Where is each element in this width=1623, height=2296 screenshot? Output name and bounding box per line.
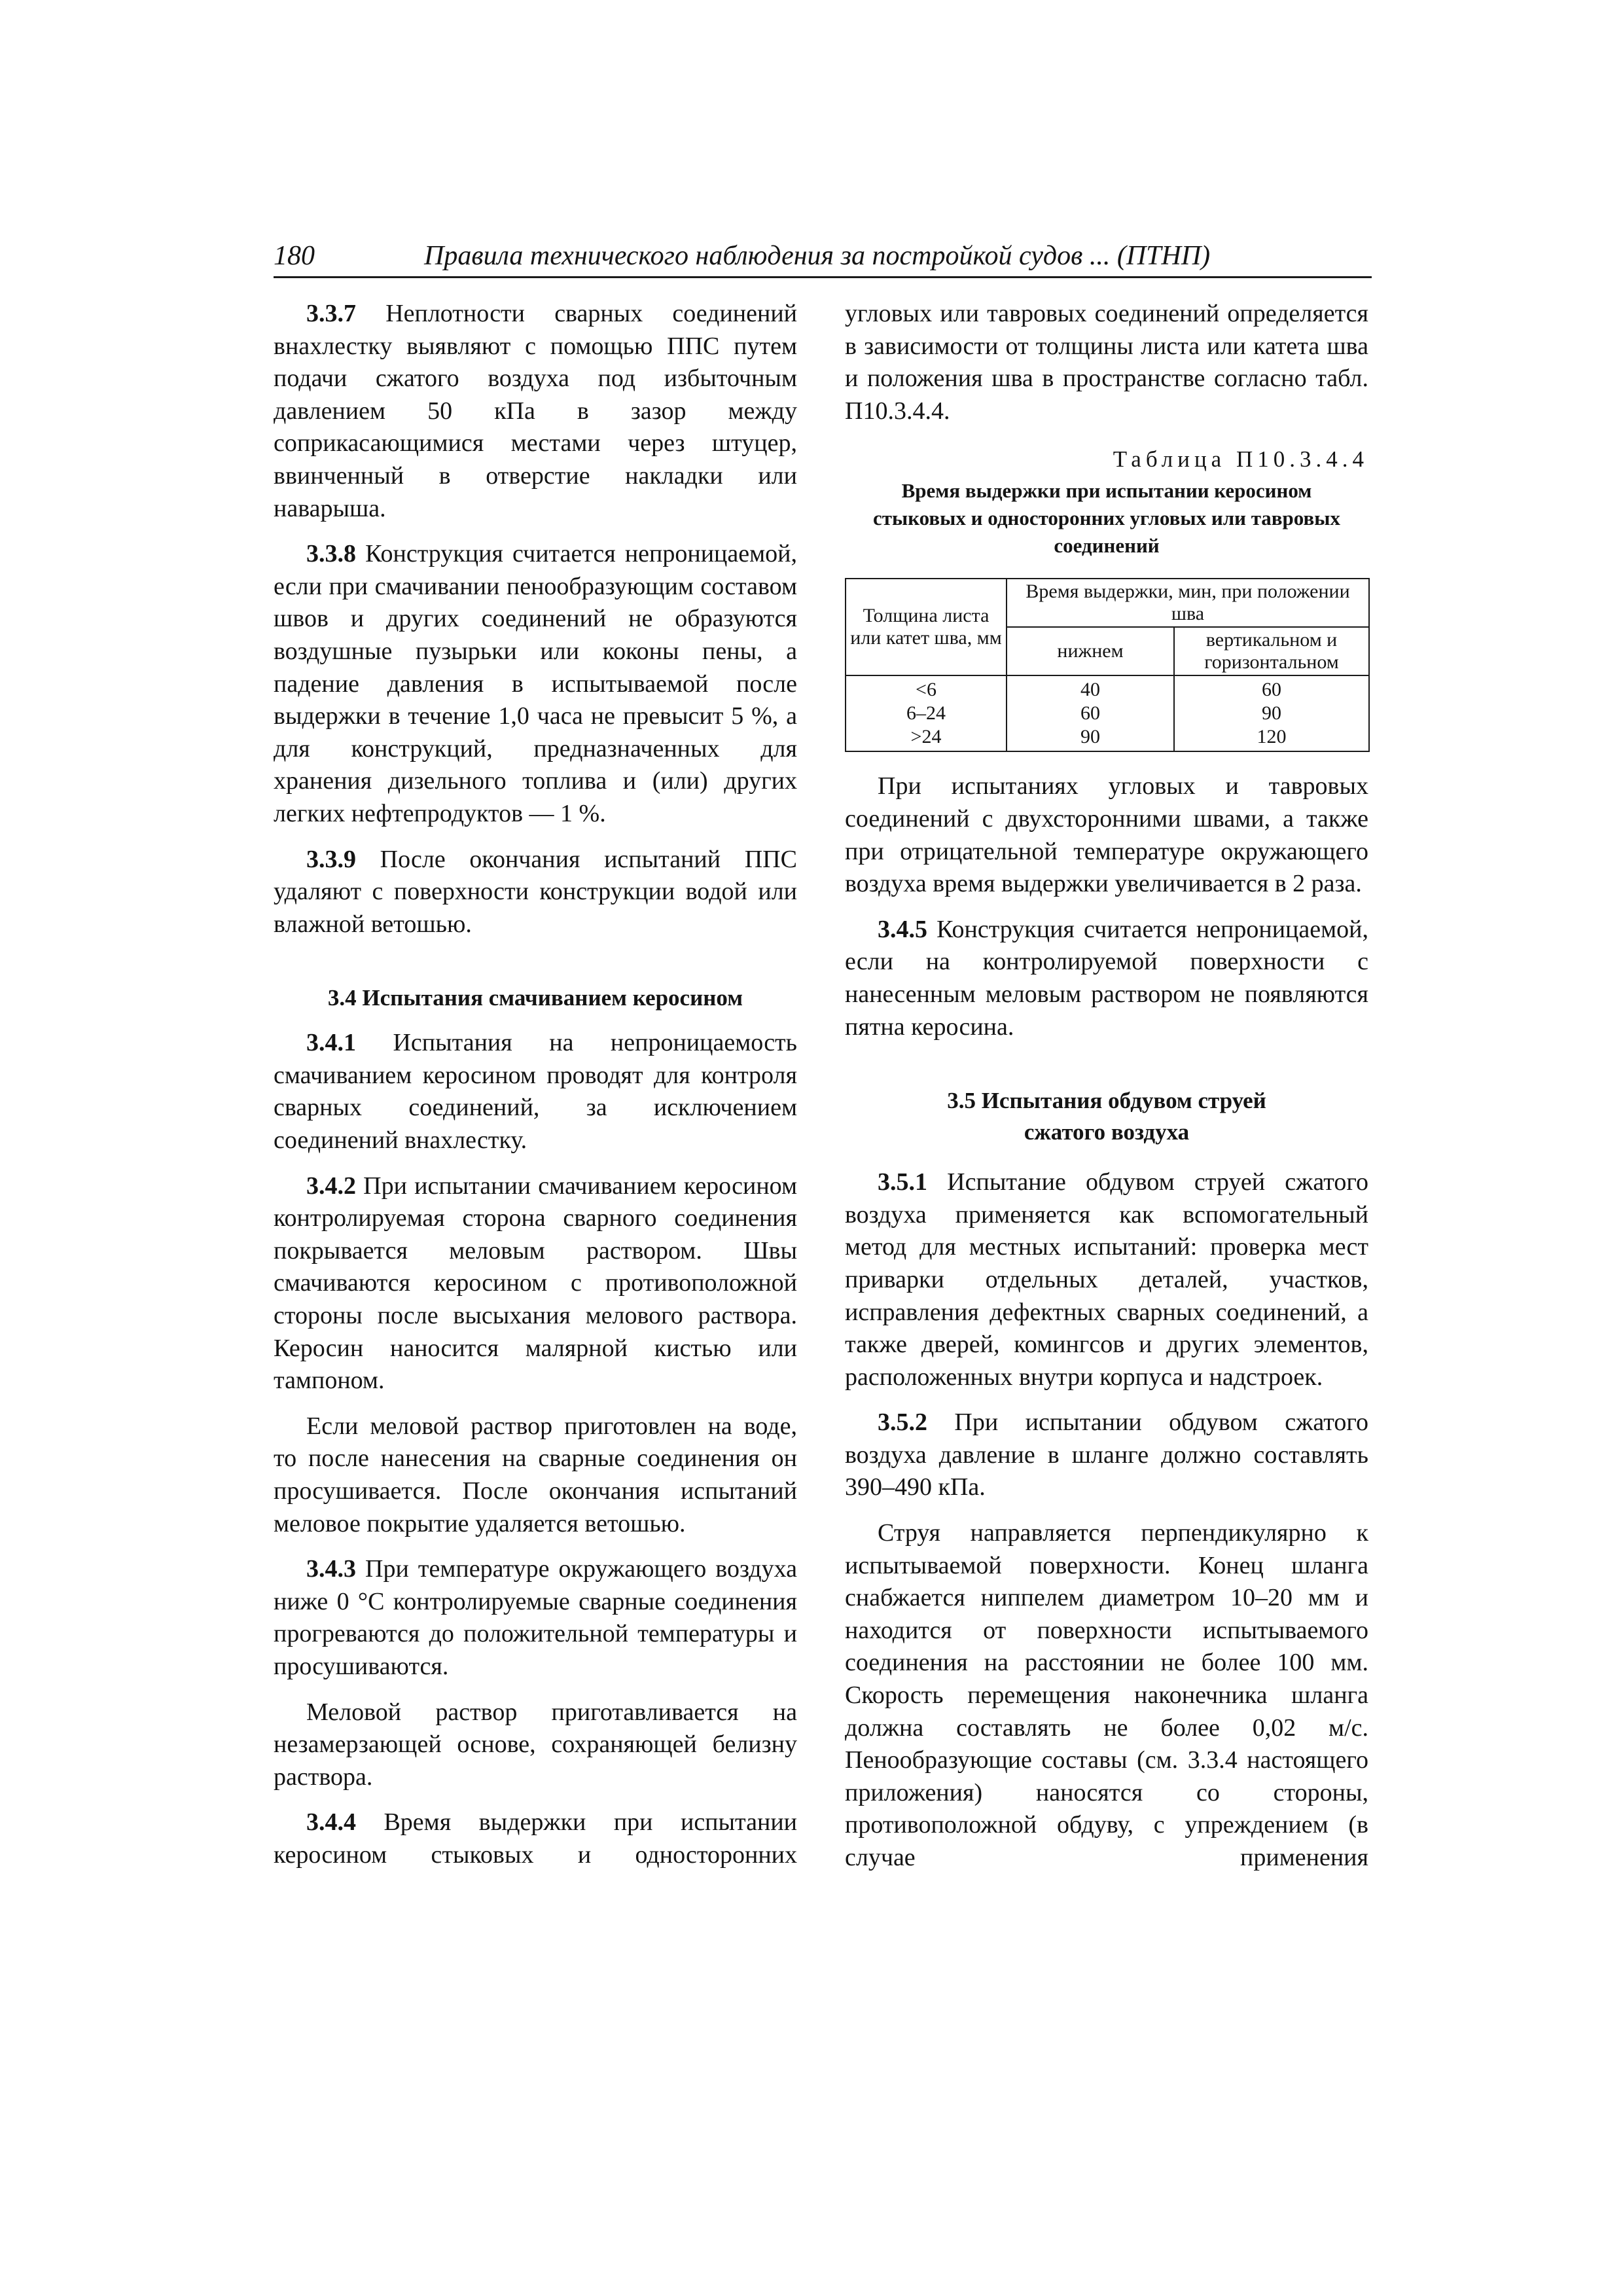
clause-number: 3.5.1 [878, 1168, 927, 1196]
paragraph-3-3-9 [274, 844, 797, 941]
paragraph-3-3-7 [274, 298, 797, 525]
table-caption: Время выдержки при испытании керосином стыковых и односторонних угловых или тавровых соединений [873, 479, 1340, 558]
section-title-line-1: 3.5 Испытания обдувом струей [947, 1088, 1266, 1114]
clause-number: 3.4.1 [306, 1029, 356, 1057]
paragraph-3-4-2-continued: Если меловой раствор приготовлен на воде, то после нанесения на сварные соединения он просушивается. После окончания испытаний меловое покрытие удаляется ветошью. [274, 1412, 797, 1537]
clause-text: Испытания на непроницаемость смачиванием керосином проводят для контроля сварных соединений, за исключением соединений внахлестку. [274, 1029, 797, 1155]
holding-time-table [845, 578, 1370, 752]
clause-text: Время выдержки при испытании керосином стыковых и односторонних [274, 1808, 797, 1869]
page-number: 180 [274, 241, 315, 271]
paragraph-3-5-2 [845, 1407, 1368, 1504]
clause-text: Неплотности сварных соединений внахлестку выявляют с помощью ППС путем подачи сжатого воздуха под избыточным давлением 50 кПа в зазор между соприкасающимися местами через штуцер, ввинченный в отверстие накладки или наварыша. [274, 300, 797, 522]
clause-number: 3.4.2 [306, 1172, 356, 1200]
section-title-line-2: сжатого воздуха [1024, 1119, 1190, 1145]
left-column [274, 298, 797, 1872]
paragraph-3-4-5 [845, 914, 1368, 1043]
cell-lower: 90 [1007, 725, 1174, 751]
clause-number: 3.3.9 [306, 845, 356, 873]
clause-number: 3.4.4 [306, 1808, 356, 1837]
running-title: Правила технического наблюдения за постройкой судов ... (ПТНП) [424, 241, 1211, 271]
clause-text: Испытание обдувом струей сжатого воздуха применяется как вспомогательный метод для местных испытаний: проверка мест приварки отдельных деталей, участков, исправления дефектных сварных соединений, а также дверей, комингсов и других элементов, расположенных внутри корпуса и надстроек. [845, 1168, 1368, 1391]
clause-number: 3.4.5 [878, 915, 927, 943]
header-vertical-horizontal: вертикальном и горизонтальном [1174, 627, 1369, 675]
cell-lower: 60 [1007, 702, 1174, 725]
section-title-3-4: 3.4 Испытания смачиванием керосином [327, 985, 743, 1011]
clause-text: При испытании смачиванием керосином контролируемая сторона сварного соединения покрывается меловым раствором. Швы смачиваются керосином с противоположной стороны после высыхания мелового раствора. Керосин наносится малярной кистью или тампоном. [274, 1172, 797, 1395]
paragraph-3-5-2-continued: Струя направляется перпендикулярно к испытываемой поверхности. Конец шланга снабжается ниппелем диаметром 10–20 мм и находится от поверхности испытываемого соединения на расстоянии не более 100 мм. Скорость перемещения наконечника шланга должна составлять не более 0,02 м/с. Пенообразующие составы (см. 3.3.4 настоящего приложения) наносятся со стороны, противоположной обдуву, с упреждением (в случае применения [845, 1519, 1368, 1871]
cell-thickness: 6–24 [846, 702, 1007, 725]
cell-thickness: >24 [846, 725, 1007, 751]
paragraph-double-sided-welds: При испытаниях угловых и тавровых соединений с двухсторонними швами, а также при отрицательной температуре окружающего воздуха время выдержки увеличивается в 2 раза. [845, 772, 1368, 898]
paragraph-3-4-4-continued: угловых или тавровых соединений определяется в зависимости от толщины листа или катета шва и положения шва в пространстве согласно табл. П10.3.4.4. [845, 300, 1368, 425]
section-title-3-5 [845, 1085, 1368, 1148]
paragraph-3-3-8 [274, 538, 797, 830]
table-row [846, 675, 1369, 702]
paragraph-3-4-2 [274, 1170, 797, 1397]
header-thickness: Толщина листа или катет шва, мм [846, 579, 1007, 675]
cell-thickness: <6 [846, 675, 1007, 702]
table-label: Таблица П10.3.4.4 [1113, 446, 1368, 473]
paragraph-3-4-4 [274, 1806, 797, 1871]
paragraph-3-5-1 [845, 1166, 1368, 1393]
right-column [845, 298, 1368, 1874]
clause-number: 3.3.8 [306, 540, 356, 568]
cell-vertical: 90 [1174, 702, 1369, 725]
table-row [846, 702, 1369, 725]
clause-number: 3.3.7 [306, 300, 356, 327]
clause-text: Конструкция считается непроницаемой, если при смачивании пенообразующим составом швов и других соединений не образуются воздушные пузырьки или коконы пены, а падение давления в испытываемой после выдержки в течение 1,0 часа не превысит 5 %, а для конструкций, предназначенных для хранения дизельного топлива и (или) других легких нефтепродуктов — 1 %. [274, 540, 797, 827]
clause-text: При испытании обдувом сжатого воздуха давление в шланге должно составлять 390–490 кПа. [845, 1408, 1368, 1501]
paragraph-3-4-3-continued: Меловой раствор приготавливается на незамерзающей основе, сохраняющей белизну раствора. [274, 1698, 797, 1791]
page-header [274, 237, 1372, 278]
paragraph-3-4-1 [274, 1027, 797, 1157]
header-lower-position: нижнем [1007, 627, 1174, 675]
clause-text: Конструкция считается непроницаемой, если на контролируемой поверхности с нанесенным меловым раствором не появляются пятна керосина. [845, 915, 1368, 1041]
clause-text: После окончания испытаний ППС удаляют с поверхности конструкции водой или влажной ветошью. [274, 845, 797, 938]
clause-text: При температуре окружающего воздуха ниже 0 °С контролируемые сварные соединения прогреваются до положительной температуры и просушиваются. [274, 1555, 797, 1680]
cell-vertical: 60 [1174, 675, 1369, 702]
clause-number: 3.5.2 [878, 1408, 927, 1437]
paragraph-3-4-3 [274, 1553, 797, 1683]
header-holding-time: Время выдержки, мин, при положении шва [1007, 579, 1369, 627]
clause-number: 3.4.3 [306, 1555, 356, 1583]
cell-lower: 40 [1007, 675, 1174, 702]
table-row [846, 725, 1369, 751]
cell-vertical: 120 [1174, 725, 1369, 751]
